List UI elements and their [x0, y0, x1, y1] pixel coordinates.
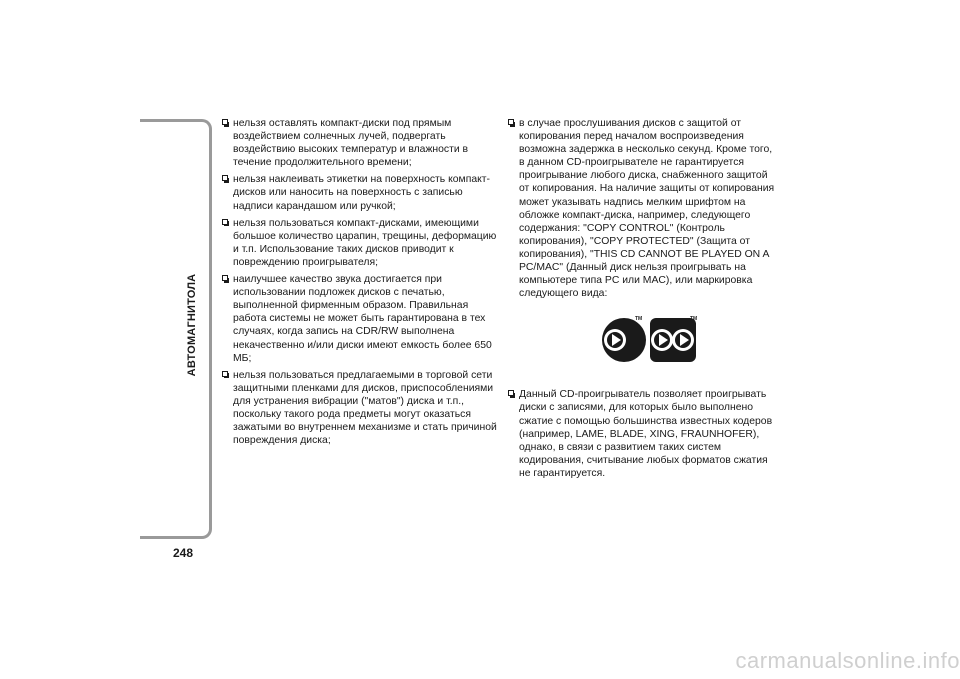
tm-mark: TM: [690, 316, 698, 323]
checkbox-bullet-icon: [222, 219, 228, 225]
list-item: [508, 388, 780, 480]
checkbox-bullet-icon: [222, 275, 228, 281]
list-item-text: нельзя наклеивать этикетки на поверхность компакт-дисков или наносить на поверхность с записью надписи карандашом или ручкой;: [233, 174, 490, 212]
right-column: [508, 117, 780, 484]
copy-control-square-logo-icon: [648, 314, 704, 364]
list-item: [222, 117, 498, 169]
list-item-text: нельзя оставлять компакт-диски под прямым воздействием солнечных лучей, подвергать воздействию высоких температур и влажности в течение продолжительного времени;: [233, 118, 469, 169]
list-item: [222, 217, 498, 269]
section-tab: [180, 250, 204, 400]
list-item-text: нельзя пользоваться предлагаемыми в торговой сети защитными пленками для дисков, приспособлениями для устранения вибрации ("матов") диска и т.п., поскольку такого рода предметы могут оказаться зажатыми во внутреннем механизме и стать причиной повреждения диска;: [233, 369, 497, 447]
list-item-text: наилучшее качество звука достигается при использовании подложек дисков с печатью, выполненной фирменным образом. Правильная работа системы не может быть гарантирована в тех случаях, когда запись на CDR/RW выполнена некачественно и/или диски имеют емкость более 650 МБ;: [233, 274, 492, 364]
checkbox-bullet-icon: [508, 390, 514, 396]
list-item-text: в случае прослушивания дисков с защитой от копирования перед началом воспроизведения возможна задержка в несколько секунд. Кроме того, в данном CD-проигрывателе не гарантируется проигрывание любого диска, снабженного защитой от копирования. На наличие защиты от копирования может указывать надпись мелким шрифтом на обложке компакт-диска, например, следующего содержания: "COPY CONTROL" (Контроль копирования), "COPY PROTECTED" (Защита от копирования), "THIS CD CANNOT BE PLAYED ON A PC/MAC" (Данный диск нельзя проигрывать на компьютере типа PC или MAC), или маркировка следующего вида:: [519, 118, 775, 300]
section-title: АВТОМАГНИТОЛА: [186, 273, 198, 377]
copy-control-circle-logo-icon: [600, 314, 648, 364]
list-item-text: нельзя пользоваться компакт-дисками, имеющими большое количество царапин, трещины, деформацию и т.п. Использование таких дисков приводит к повреждению проигрывателя;: [233, 217, 497, 268]
list-item: [222, 369, 498, 448]
list-item: [222, 273, 498, 365]
checkbox-bullet-icon: [508, 119, 514, 125]
watermark: carmanualsonline.info: [735, 648, 960, 673]
left-column: [222, 117, 498, 451]
page-number: 248: [172, 546, 194, 560]
copy-protection-logos: [508, 314, 780, 366]
list-item-text: Данный CD-проигрыватель позволяет проигрывать диски с записями, для которых было выполнено сжатие с помощью большинства известных кодеров (например, LAME, BLADE, XING, FRAUNHOFER), однако, в связи с развитием таких систем кодирования, считывание любых форматов сжатия не гарантируется.: [519, 389, 773, 479]
checkbox-bullet-icon: [222, 175, 228, 181]
checkbox-bullet-icon: [222, 371, 228, 377]
tm-mark: TM: [635, 316, 643, 323]
list-item: [222, 173, 498, 212]
checkbox-bullet-icon: [222, 119, 228, 125]
list-item: [508, 117, 780, 300]
